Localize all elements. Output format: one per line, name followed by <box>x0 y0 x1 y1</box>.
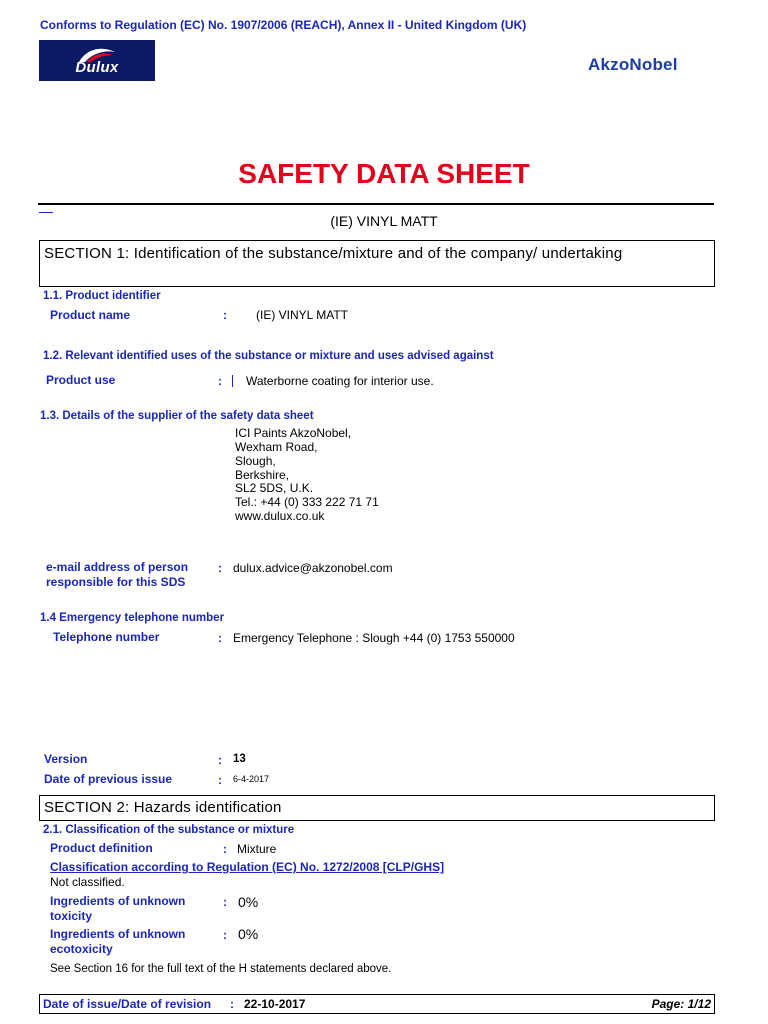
product-use-label: Product use <box>46 373 116 387</box>
subsection-1-3: 1.3. Details of the supplier of the safety data sheet <box>40 410 314 422</box>
previous-issue-label: Date of previous issue <box>44 772 173 786</box>
email-label-line2: responsible for this SDS <box>46 575 186 589</box>
supplier-line: Berkshire, <box>235 468 290 482</box>
subsection-1-4: 1.4 Emergency telephone number <box>40 612 225 624</box>
footer-page-number: Page: 1/12 <box>651 997 711 1011</box>
email-value: dulux.advice@akzonobel.com <box>233 561 393 575</box>
supplier-line: SL2 5DS, U.K. <box>235 481 314 495</box>
email-colon: : <box>218 561 222 575</box>
page-title: SAFETY DATA SHEET <box>238 158 530 189</box>
unknown-ecotoxicity-label-line1: Ingredients of unknown <box>50 927 186 941</box>
telephone-value: Emergency Telephone : Slough +44 (0) 1753 550000 <box>233 631 515 645</box>
footer-date-value: 22-10-2017 <box>244 997 306 1011</box>
dulux-logo <box>39 40 155 81</box>
product-definition-label: Product definition <box>50 841 153 855</box>
product-definition-value: Mixture <box>237 842 277 856</box>
classification-value: Not classified. <box>50 875 125 889</box>
see-section-note: See Section 16 for the full text of the H statements declared above. <box>50 963 392 975</box>
unknown-ecotoxicity-label-line2: ecotoxicity <box>50 942 113 956</box>
unknown-toxicity-value: 0% <box>238 894 259 910</box>
product-definition-colon: : <box>223 842 227 856</box>
dulux-logo-text: Dulux <box>75 59 119 76</box>
version-value: 13 <box>233 753 246 765</box>
regulation-line: Conforms to Regulation (EC) No. 1907/2006 (REACH), Annex II - United Kingdom (UK) <box>40 18 527 32</box>
classification-link[interactable]: Classification according to Regulation (EC) No. 1272/2008 [CLP/GHS] <box>50 860 445 874</box>
unknown-ecotoxicity-value: 0% <box>238 926 259 942</box>
telephone-colon: : <box>218 631 222 645</box>
unknown-toxicity-label-line1: Ingredients of unknown <box>50 894 186 908</box>
product-use-colon: : <box>218 374 222 388</box>
section-2-heading: SECTION 2: Hazards identification <box>39 795 715 821</box>
product-name-colon: : <box>223 308 227 322</box>
footer-date-label: Date of issue/Date of revision <box>43 997 212 1011</box>
previous-issue-colon: : <box>218 773 222 787</box>
product-title: (IE) VINYL MATT <box>330 213 438 229</box>
supplier-line: ICI Paints AkzoNobel, <box>235 426 352 440</box>
version-colon: : <box>218 753 222 767</box>
supplier-line: Wexham Road, <box>235 440 318 454</box>
product-name-label: Product name <box>50 308 131 322</box>
unknown-toxicity-label-line2: toxicity <box>50 909 93 923</box>
version-label: Version <box>44 752 88 766</box>
unknown-toxicity-colon: : <box>223 895 227 909</box>
previous-issue-value: 6-4-2017 <box>233 774 270 784</box>
product-use-value: Waterborne coating for interior use. <box>246 374 434 388</box>
supplier-line: www.dulux.co.uk <box>235 509 325 523</box>
subsection-1-2: 1.2. Relevant identified uses of the substance or mixture and uses advised against <box>43 350 494 362</box>
subsection-1-1: 1.1. Product identifier <box>43 290 161 302</box>
supplier-line: Slough, <box>235 454 276 468</box>
product-name-value: (IE) VINYL MATT <box>256 308 349 322</box>
product-use-divider <box>232 375 233 387</box>
telephone-label: Telephone number <box>53 630 160 644</box>
footer <box>39 994 715 1014</box>
email-label-line1: e-mail address of person <box>46 560 189 574</box>
unknown-ecotoxicity-colon: : <box>223 928 227 942</box>
akzonobel-logo: AkzoNobel <box>588 55 678 74</box>
title-divider <box>38 203 714 205</box>
supplier-line: Tel.: +44 (0) 333 222 71 71 <box>235 495 379 509</box>
section-1-heading: SECTION 1: Identification of the substance/mixture and of the company/ undertaking <box>39 240 715 287</box>
footer-date-colon: : <box>230 997 234 1011</box>
subsection-2-1: 2.1. Classification of the substance or mixture <box>43 824 295 836</box>
